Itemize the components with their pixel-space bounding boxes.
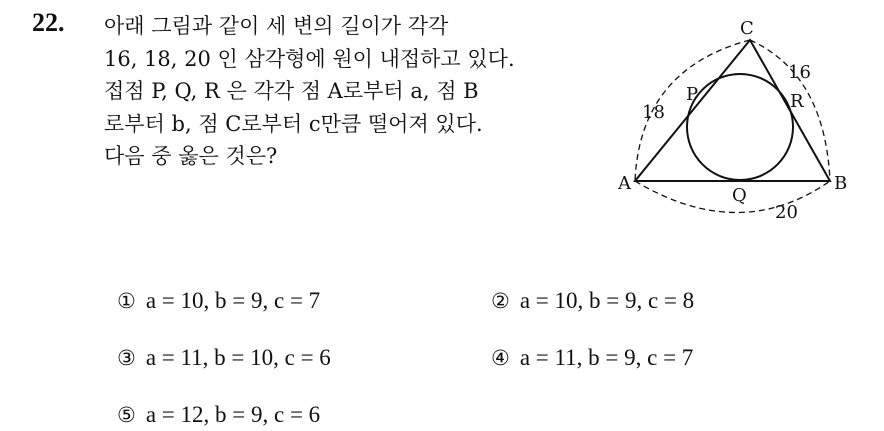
vertex-label-c: C [740,18,754,39]
triangle-figure [600,14,860,226]
question-line-2: 16, 18, 20 인 삼각형에 원이 내접하고 있다. [104,46,515,71]
choice-1[interactable] [117,288,320,314]
choice-marker: ① [117,289,136,313]
tangent-label-r: R [790,91,804,112]
choice-2[interactable] [491,288,694,314]
choice-text: a = 10, b = 9, c = 7 [145,288,321,313]
question-number: 22. [32,8,65,37]
choice-text: a = 10, b = 9, c = 8 [519,288,695,313]
choice-5[interactable] [117,402,320,428]
choice-text: a = 12, b = 9, c = 6 [145,402,321,427]
side-label-ab: 20 [775,202,798,223]
incircle [687,74,793,180]
vertex-label-b: B [834,173,848,194]
choice-text: a = 11, b = 9, c = 7 [519,345,694,370]
choice-marker: ④ [491,346,510,370]
choice-marker: ③ [117,346,136,370]
question-line-3: 접점 P, Q, R 은 각각 점 A로부터 a, 점 B [104,79,479,103]
question-text [104,10,515,173]
side-label-ca: 18 [642,102,665,123]
vertex-label-a: A [618,173,631,194]
question-line-5: 다음 중 옳은 것은? [104,144,278,168]
choice-4[interactable] [491,345,693,371]
tangent-label-p: P [686,84,699,105]
choice-marker: ⑤ [117,403,136,427]
choice-marker: ② [491,289,510,313]
choice-3[interactable] [117,345,331,371]
choice-text: a = 11, b = 10, c = 6 [145,345,331,370]
question-line-1: 아래 그림과 같이 세 변의 길이가 각각 [104,14,449,38]
question-line-4: 로부터 b, 점 C로부터 c만큼 떨어져 있다. [104,111,483,136]
side-label-cb: 16 [788,62,811,83]
tangent-label-q: Q [732,185,747,206]
